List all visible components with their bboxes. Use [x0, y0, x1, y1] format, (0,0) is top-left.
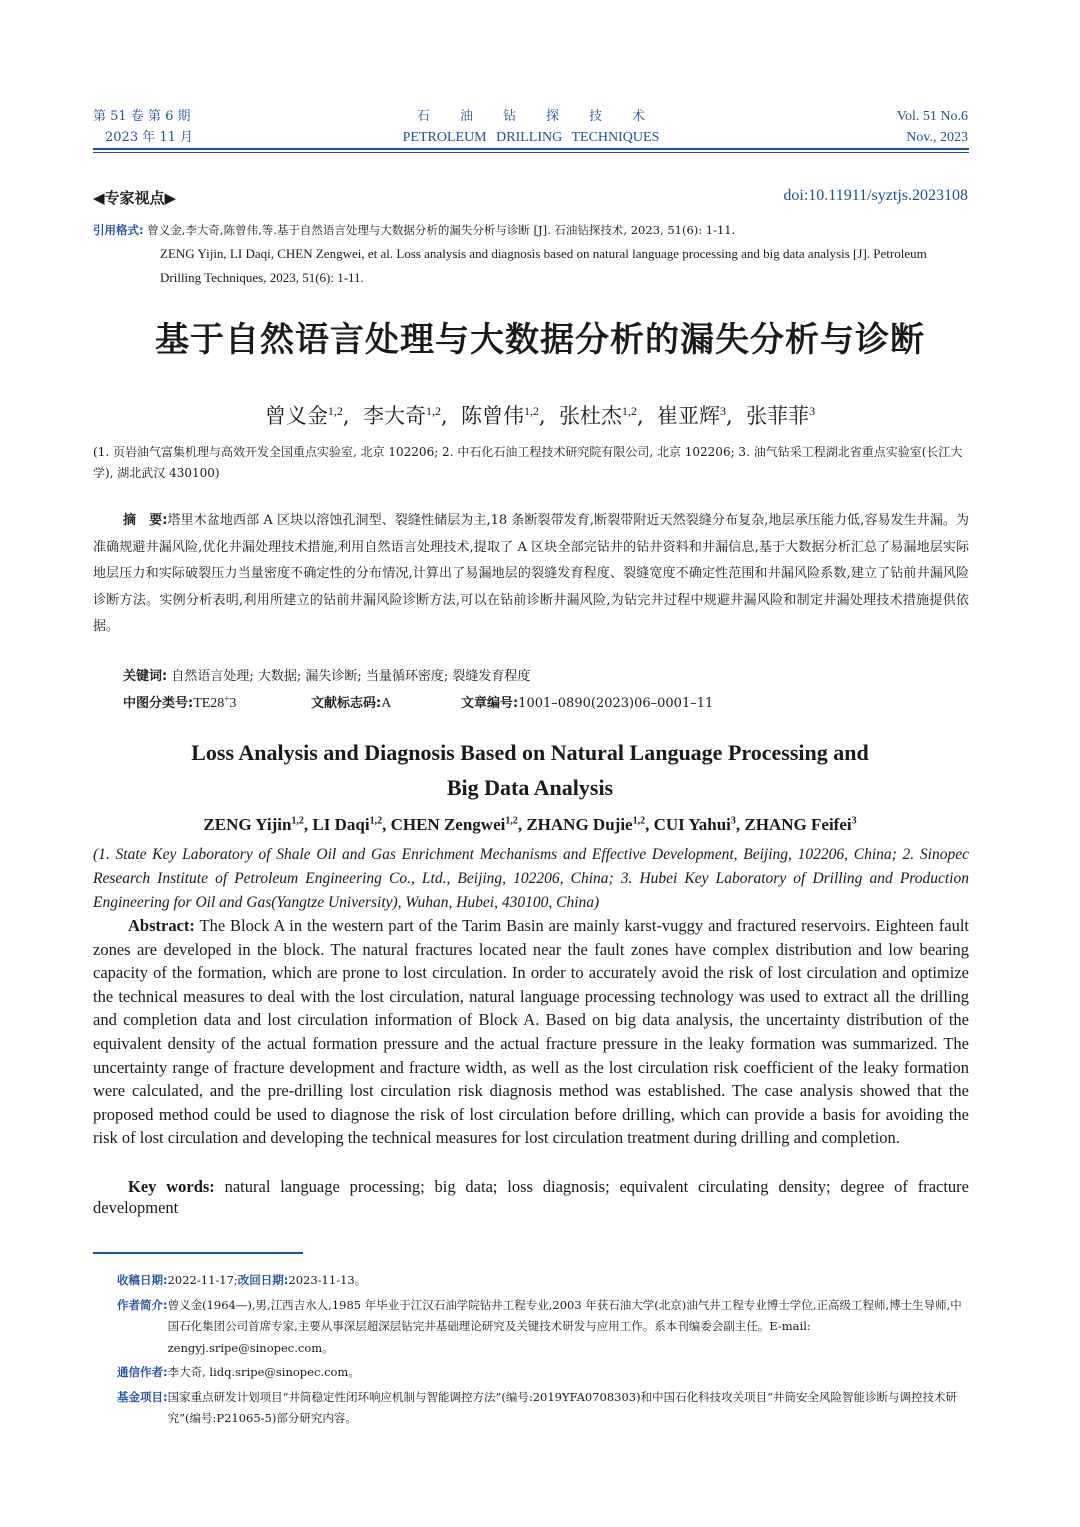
date-en: Nov., 2023 — [906, 130, 968, 145]
keywords-en-label: Key words: — [128, 1177, 215, 1196]
journal-name-en: PETROLEUM DRILLING TECHNIQUES — [402, 130, 660, 145]
article-number: 文章编号:1001–0890(2023)06–0001–11 — [461, 696, 714, 711]
volume-cn: 第 51 卷 第 6 期 — [93, 109, 191, 124]
citation-label: 引用格式: — [93, 223, 144, 237]
abstract-cn-text: 塔里木盆地西部 A 区块以溶蚀孔洞型、裂缝性储层为主,18 条断裂带发育,断裂带附近天然裂缝分布复杂,地层承压能力低,容易发生井漏。为准确规避井漏风险,优化井漏处理技术措施,利用自然语言处理技术,提取了 A 区块全部完钻井的钻井资料和井漏信息,基于大数据分析汇总了易漏地层实际地层压力和实际破裂压力当量密度不确定性的分布情况,计算出了易漏地层的裂缝发育程度、裂缝宽度不确定性范围和井漏风险系数,建立了钻前井漏风险诊断方法。实例分析表明,利用所建立的钻前井漏风险诊断方法,可以在钻前诊断井漏风险,为钻完井过程中规避井漏风险和制定井漏处理技术措施提供依据。 — [93, 513, 970, 634]
affiliations-cn: (1. 页岩油气富集机理与高效开发全国重点实验室, 北京 102206; 2. 中石化石油工程技术研究院有限公司, 北京 102206; 3. 油气钻采工程湖北省重点实验室(长江大学), 湖北武汉 430100) — [93, 445, 963, 480]
date-cn: 2023 年 11 月 — [105, 130, 194, 145]
journal-name — [393, 106, 675, 148]
footnote-dates: 收稿日期: 2022-11-17; 改回日期: 2023-11-13。 — [117, 1273, 367, 1287]
title-en — [0, 735, 1060, 805]
author-cn: 曾义金$^{1,2}$ — [264, 404, 343, 428]
citation-block — [93, 218, 969, 290]
title-en-line1: Loss Analysis and Diagnosis Based on Natural Language Processing and — [191, 740, 869, 765]
header-rule-thick — [93, 148, 969, 150]
keywords-en-text: natural language processing; big data; loss diagnosis; equivalent circulating density; degree of fracture development — [93, 1177, 969, 1217]
keywords-cn-label: 关键词: — [123, 669, 168, 684]
author-en: CUI Yahui$^3$ — [653, 815, 736, 834]
author-en: ZHANG Feifei$^3$ — [744, 815, 857, 834]
keywords-cn-text: 自然语言处理; 大数据; 漏失诊断; 当量循环密度; 裂缝发育程度 — [171, 669, 531, 684]
column-tag: ◀专家视点▶ — [93, 189, 177, 207]
abstract-en-text: The Block A in the western part of the Tarim Basin are mainly karst-vuggy and fractured reservoirs. Eighteen fault zones are developed in the block. The natural fractures located near the fault zones have complex distribution and low bearing capacity of the formation, which are prone to lost circulation. In order to accurately avoid the risk of lost circulation and optimize the technical measures to deal with the lost circulation, natural language processing technology was used to extract all the drilling and completion data and lost circulation information of Block A. Based on big data analysis, the uncertainty distribution of the equivalent density of the actual formation pressure and the actual fracture pressure in the leaky formation was summarized. The uncertainty range of fracture development and fracture width, as well as the lost circulation risk coefficient of the leaky formation were calculated, and the pre-drilling lost circulation risk diagnosis method was established. The case analysis showed that the proposed method could be used to diagnose the risk of lost circulation before drilling, which can provide a basis for avoiding the risk of lost circulation and developing the technical measures for lost circulation treatment during drilling and completion. — [93, 916, 970, 1148]
volume-en: Vol. 51 No.6 — [896, 109, 968, 124]
classification-row — [123, 692, 713, 712]
abstract-en-label: Abstract: — [128, 916, 195, 935]
footnote-divider — [93, 1252, 303, 1254]
citation-cn: 曾义金,李大奇,陈曾伟,等.基于自然语言处理与大数据分析的漏失分析与诊断 [J]. 石油钻探技术, 2023, 51(6): 1-11. — [147, 223, 736, 237]
doi-link[interactable]: doi:10.11911/syztjs.2023108 — [783, 187, 968, 204]
author-en: ZHANG Dujie$^{1,2}$ — [526, 815, 646, 834]
abstract-en — [93, 914, 969, 1150]
journal-name-cn: 石油钻探技术 — [416, 109, 675, 124]
abstract-cn-label: 摘 要: — [123, 513, 168, 528]
title-en-line2: Big Data Analysis — [446, 775, 614, 800]
journal-issue-en — [897, 106, 968, 148]
clc-number: 中图分类号:TE28+3 — [123, 693, 237, 711]
authors-cn: 曾义金$^{1,2}$, 李大奇$^{1,2}$, 陈曾伟$^{1,2}$, 张杜杰$^{1,2}$, 崔亚辉$^3$, 张菲菲$^3$ — [264, 404, 816, 428]
footnotes — [117, 1270, 969, 1433]
footnote-author-bio: 作者简介: 曾义金(1964—),男,江西吉水人,1985 年毕业于江汉石油学院钻井工程专业,2003 年获石油大学(北京)油气井工程专业博士学位,正高级工程师,博士生导师,中国石化集团公司首席专家,主要从事深层超深层钻完井基础理论研究及关键技术研发与应用工作。系本刊编委会副主任。E-mail: zengyj.sripe@sinopec.com。 — [117, 1297, 962, 1355]
author-en: CHEN Zengwei$^{1,2}$ — [390, 815, 518, 834]
citation-en: ZENG Yijin, LI Daqi, CHEN Zengwei, et al. Loss analysis and diagnosis based on natural language processing and big data analysis [J]. Petroleum Drilling Techniques, 2023, 51(6): 1-11. — [160, 246, 927, 285]
abstract-cn — [93, 508, 969, 641]
keywords-en — [93, 1176, 969, 1218]
header-rule-thin — [93, 152, 969, 153]
keywords-cn — [123, 665, 530, 684]
author-en: LI Daqi$^{1,2}$ — [312, 815, 383, 834]
document-code: 文献标志码:A — [311, 696, 392, 711]
journal-issue-cn — [93, 106, 193, 148]
author-cn: 张杜杰$^{1,2}$ — [559, 404, 638, 428]
author-cn: 张菲菲$^3$ — [746, 404, 816, 428]
affiliations-en: (1. State Key Laboratory of Shale Oil and Gas Enrichment Mechanisms and Effective Development, Beijing, 102206, China; 2. Sinopec Research Institute of Petroleum Engineering Co., Ltd., Beijing, 102206, China; 3. Hubei Key Laboratory of Drilling and Production Engineering for Oil and Gas(Yangtze University), Wuhan, Hubei, 430100, China) — [93, 846, 969, 911]
author-cn: 崔亚辉$^3$ — [657, 404, 727, 428]
author-cn: 陈曾伟$^{1,2}$ — [460, 404, 539, 428]
author-cn: 李大奇$^{1,2}$ — [362, 404, 441, 428]
footnote-corresponding: 通信作者: 李大奇, lidq.sripe@sinopec.com。 — [117, 1365, 360, 1379]
footnote-funding: 基金项目: 国家重点研发计划项目“井筒稳定性闭环响应机制与智能调控方法”(编号:2019YFA0708303)和中国石化科技攻关项目“井筒安全风险智能诊断与调控技术研究”(编号:P21065-5)部分研究内容。 — [117, 1389, 957, 1425]
author-en: ZENG Yijin$^{1,2}$ — [203, 815, 304, 834]
title-cn: 基于自然语言处理与大数据分析的漏失分析与诊断 — [155, 320, 925, 360]
authors-en: ZENG Yijin$^{1,2}$, LI Daqi$^{1,2}$, CHEN Zengwei$^{1,2}$, ZHANG Dujie$^{1,2}$, CUI Yahui$^3$, ZHANG Feifei$^3$ — [203, 815, 857, 834]
